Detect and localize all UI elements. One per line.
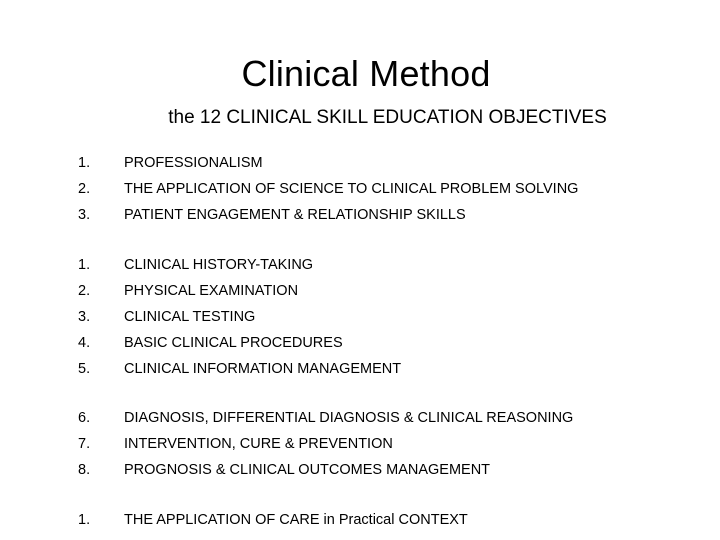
list-item	[78, 202, 698, 228]
item-number: 2.	[78, 283, 91, 299]
list-item	[78, 176, 698, 202]
list-item	[78, 252, 698, 278]
objectives-group-4	[78, 507, 698, 533]
item-number: 3.	[78, 309, 91, 325]
item-number: 1.	[78, 155, 91, 171]
list-item	[78, 278, 698, 304]
list-item	[78, 431, 698, 457]
item-number: 1.	[78, 257, 91, 273]
list-item	[78, 304, 698, 330]
objectives-group-3	[78, 405, 698, 483]
item-text: THE APPLICATION OF CARE in Practical CONTEXT	[124, 512, 468, 528]
item-text: DIAGNOSIS, DIFFERENTIAL DIAGNOSIS & CLINICAL REASONING	[124, 410, 574, 426]
list-item	[78, 356, 698, 382]
slide-title: Clinical Method	[241, 53, 491, 94]
item-number: 3.	[78, 207, 91, 223]
item-number: 6.	[78, 410, 91, 426]
list-item	[78, 330, 698, 356]
item-number: 1.	[78, 512, 91, 528]
item-text: PATIENT ENGAGEMENT & RELATIONSHIP SKILLS	[124, 207, 466, 223]
item-text: PHYSICAL EXAMINATION	[124, 283, 299, 299]
item-text: BASIC CLINICAL PROCEDURES	[124, 335, 343, 351]
list-item	[78, 405, 698, 431]
item-text: CLINICAL TESTING	[124, 309, 256, 325]
item-text: INTERVENTION, CURE & PREVENTION	[124, 436, 393, 452]
list-item	[78, 150, 698, 176]
objectives-group-1	[78, 150, 698, 228]
item-number: 2.	[78, 181, 91, 197]
item-text: PROGNOSIS & CLINICAL OUTCOMES MANAGEMENT	[124, 462, 491, 478]
item-number: 8.	[78, 462, 91, 478]
item-number: 5.	[78, 361, 91, 377]
item-number: 7.	[78, 436, 91, 452]
item-text: CLINICAL INFORMATION MANAGEMENT	[124, 361, 402, 377]
objectives-group-2	[78, 252, 698, 382]
list-item	[78, 457, 698, 483]
item-text: THE APPLICATION OF SCIENCE TO CLINICAL PROBLEM SOLVING	[124, 181, 579, 197]
item-text: CLINICAL HISTORY-TAKING	[124, 257, 314, 273]
item-text: PROFESSIONALISM	[124, 155, 263, 171]
slide-subtitle: the 12 CLINICAL SKILL EDUCATION OBJECTIVES	[168, 107, 607, 128]
list-item	[78, 507, 698, 533]
item-number: 4.	[78, 335, 91, 351]
